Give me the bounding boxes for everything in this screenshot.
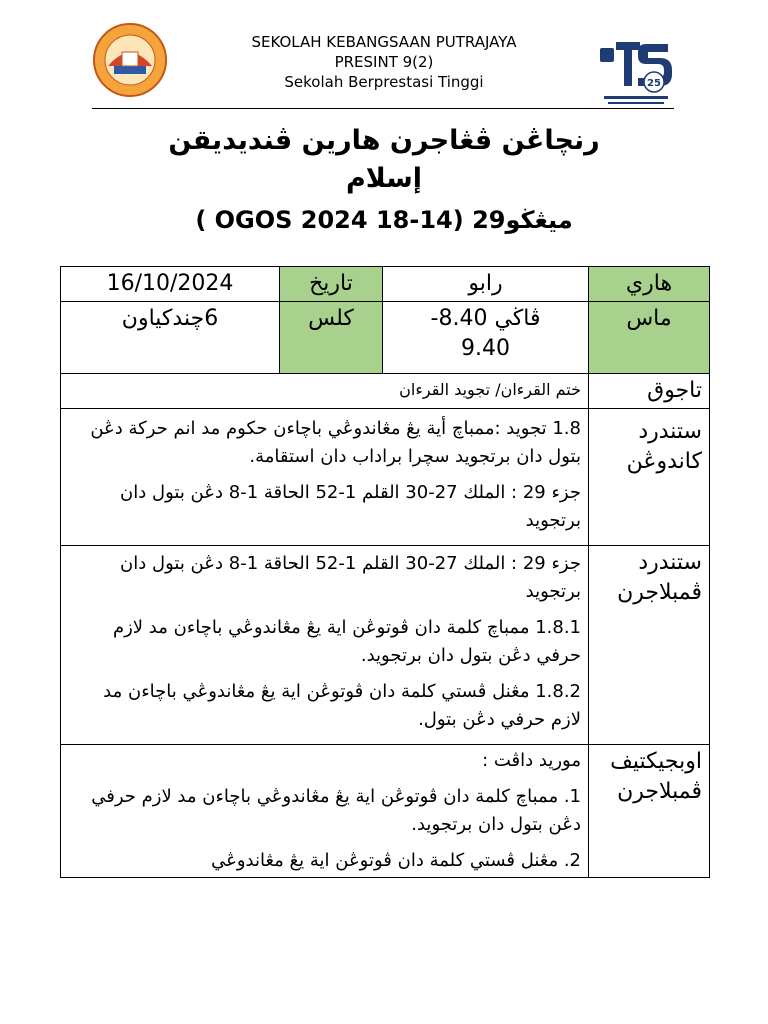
objective-label-line-1: اوبجيكتيف bbox=[610, 749, 702, 774]
document-title bbox=[60, 122, 708, 198]
row-objective bbox=[61, 745, 710, 878]
school-logo bbox=[92, 22, 168, 98]
topic-value: ختم القرءان/ تجويد القرءان bbox=[61, 374, 589, 409]
time-value-line-2: 9.40 bbox=[461, 336, 510, 361]
title-line-1: رنچاڠن ڤڠاجرن هارين ڤنديديقن bbox=[168, 125, 600, 156]
content-standard-para-2: جزء 29 : الملك 27-30 القلم 1-52 الحاقة 1-8 دڠن بتول دان برتجويد bbox=[120, 482, 581, 531]
school-presint: PRESINT 9(2) bbox=[334, 53, 434, 71]
objective-intro: موريد داڤت : bbox=[482, 750, 581, 771]
day-value: رابو bbox=[383, 267, 589, 302]
document-header bbox=[0, 18, 768, 108]
school-motto: Sekolah Berprestasi Tinggi bbox=[284, 73, 484, 91]
svg-text:25: 25 bbox=[647, 78, 661, 89]
objective-label-line-2: ڤمبلاجرن bbox=[617, 779, 702, 804]
objective-value bbox=[61, 745, 589, 878]
day-label: هاري bbox=[589, 267, 710, 302]
content-standard-label-line-2: كاندوڠن bbox=[626, 449, 702, 474]
row-day-date bbox=[61, 267, 710, 302]
learning-standard-value bbox=[61, 546, 589, 745]
learning-standard-para-2: 1.8.1 ممباچ كلمة دان ڤوتوڠن اية يڠ مڠاندوڠي باچاءن مد لازم حرفي دڠن بتول دان برتجويد. bbox=[112, 617, 581, 666]
learning-standard-label-line-1: ستندرد bbox=[638, 550, 702, 575]
objective-label bbox=[589, 745, 710, 878]
title-line-2: إسلام bbox=[345, 163, 423, 194]
week-line: ميڠڬو29 (14-18 OGOS 2024 ) bbox=[195, 206, 573, 234]
row-time-class bbox=[61, 302, 710, 374]
row-learning-standard bbox=[61, 546, 710, 745]
class-value: 6چندكياون bbox=[61, 302, 280, 374]
learning-standard-label bbox=[589, 546, 710, 745]
row-topic bbox=[61, 374, 710, 409]
time-value bbox=[383, 302, 589, 374]
header-divider bbox=[92, 108, 674, 109]
learning-standard-para-3: 1.8.2 مڠنل ڤستي كلمة دان ڤوتوڠن اية يڠ مڠاندوڠي باچاءن مد لازم حرفي دڠن بتول. bbox=[103, 681, 581, 730]
class-label: كلس bbox=[280, 302, 383, 374]
content-standard-label-line-1: ستندرد bbox=[638, 419, 702, 444]
objective-item-2: 2. مڠنل ڤستي كلمة دان ڤوتوڠن اية يڠ مڠاندوڠي bbox=[211, 850, 581, 871]
content-standard-para-1: 1.8 تجويد :ممباچ أية يڠ مڠاندوڠي باچاءن حكوم مد انم حركة دڠن بتول دان برتجويد سچرا براداب دان استقامة. bbox=[90, 418, 581, 467]
ts25-logo bbox=[598, 32, 674, 108]
objective-item-1: 1. ممباچ كلمة دان ڤوتوڠن اية يڠ مڠاندوڠي باچاءن مد لازم حرفي دڠن بتول دان برتجويد. bbox=[91, 786, 581, 835]
school-name: SEKOLAH KEBANGSAAN PUTRAJAYA bbox=[251, 33, 517, 51]
time-label: ماس bbox=[589, 302, 710, 374]
topic-label: تاجوق bbox=[589, 374, 710, 409]
date-label: تاريخ bbox=[280, 267, 383, 302]
learning-standard-para-1: جزء 29 : الملك 27-30 القلم 1-52 الحاقة 1-8 دڠن بتول دان برتجويد bbox=[120, 553, 581, 602]
content-standard-label bbox=[589, 409, 710, 546]
time-value-line-1: ڤاڬي 8.40- bbox=[430, 306, 541, 331]
date-value: 16/10/2024 bbox=[61, 267, 280, 302]
content-standard-value bbox=[61, 409, 589, 546]
lesson-plan-table bbox=[60, 266, 710, 878]
learning-standard-label-line-2: ڤمبلاجرن bbox=[617, 580, 702, 605]
row-content-standard bbox=[61, 409, 710, 546]
